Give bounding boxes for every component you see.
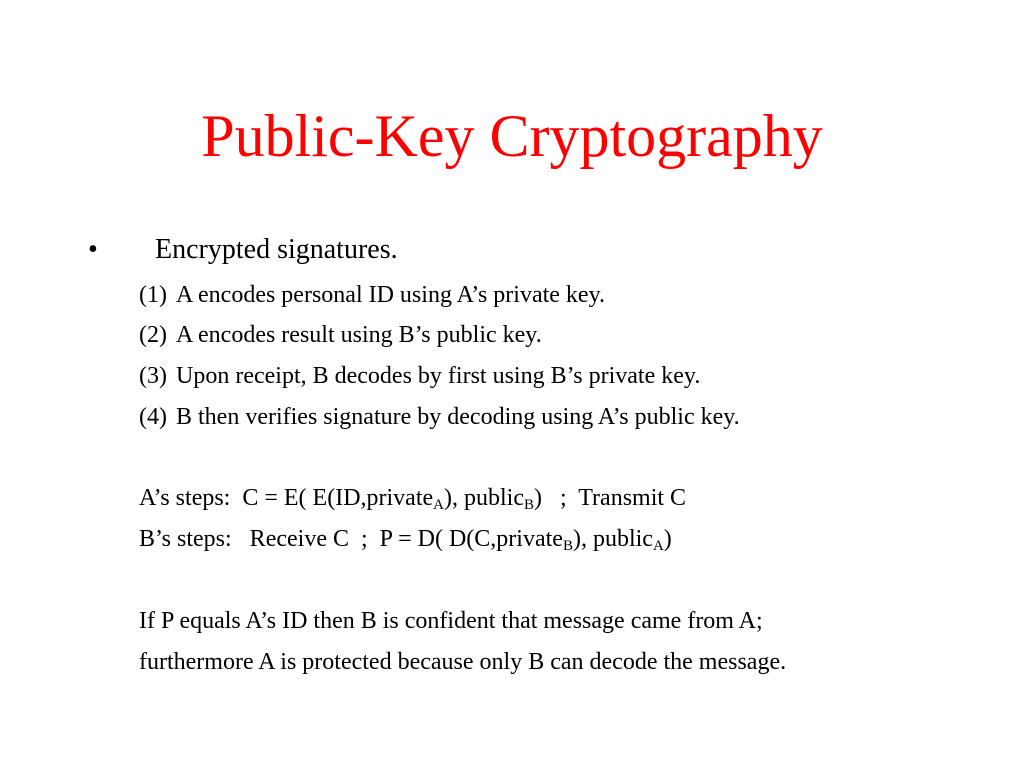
step-number: (3) <box>139 363 167 389</box>
step-text: Upon receipt, B decodes by first using B’s private key. <box>176 363 701 389</box>
b-steps-line <box>139 523 672 555</box>
step-text: B then verifies signature by decoding using A’s public key. <box>176 404 740 430</box>
a-steps-subscript-public: B <box>523 497 534 513</box>
a-steps-suffix: ) ; Transmit C <box>534 485 687 511</box>
a-steps-subscript-private: A <box>433 497 444 513</box>
step-number: (2) <box>139 322 167 348</box>
a-steps-mid: ), public <box>444 485 524 511</box>
step-item-2 <box>139 319 542 351</box>
conclusion-line-1: If P equals A’s ID then B is confident that message came from A; <box>139 608 763 634</box>
a-steps-line <box>139 482 686 514</box>
step-number: (1) <box>139 282 167 308</box>
step-item-1 <box>139 279 605 311</box>
b-steps-prefix: B’s steps: Receive C ; P = D( D(C,private <box>139 526 563 552</box>
bullet-mark: • <box>88 234 98 265</box>
b-steps-subscript-public: A <box>652 538 664 554</box>
bullet-text: Encrypted signatures. <box>155 234 398 265</box>
conclusion-line-2: furthermore A is protected because only B can decode the message. <box>139 649 787 675</box>
step-text: A encodes result using B’s public key. <box>176 322 542 348</box>
step-text: A encodes personal ID using A’s private key. <box>176 282 606 308</box>
step-item-3 <box>139 360 700 392</box>
b-steps-mid: ), public <box>572 526 653 552</box>
slide-title: Public-Key Cryptography <box>201 103 823 169</box>
b-steps-subscript-private: B <box>562 538 573 554</box>
step-item-4 <box>139 401 740 433</box>
a-steps-prefix: A’s steps: C = E( E(ID,private <box>139 485 434 511</box>
b-steps-suffix: ) <box>663 526 672 552</box>
step-number: (4) <box>139 404 167 430</box>
